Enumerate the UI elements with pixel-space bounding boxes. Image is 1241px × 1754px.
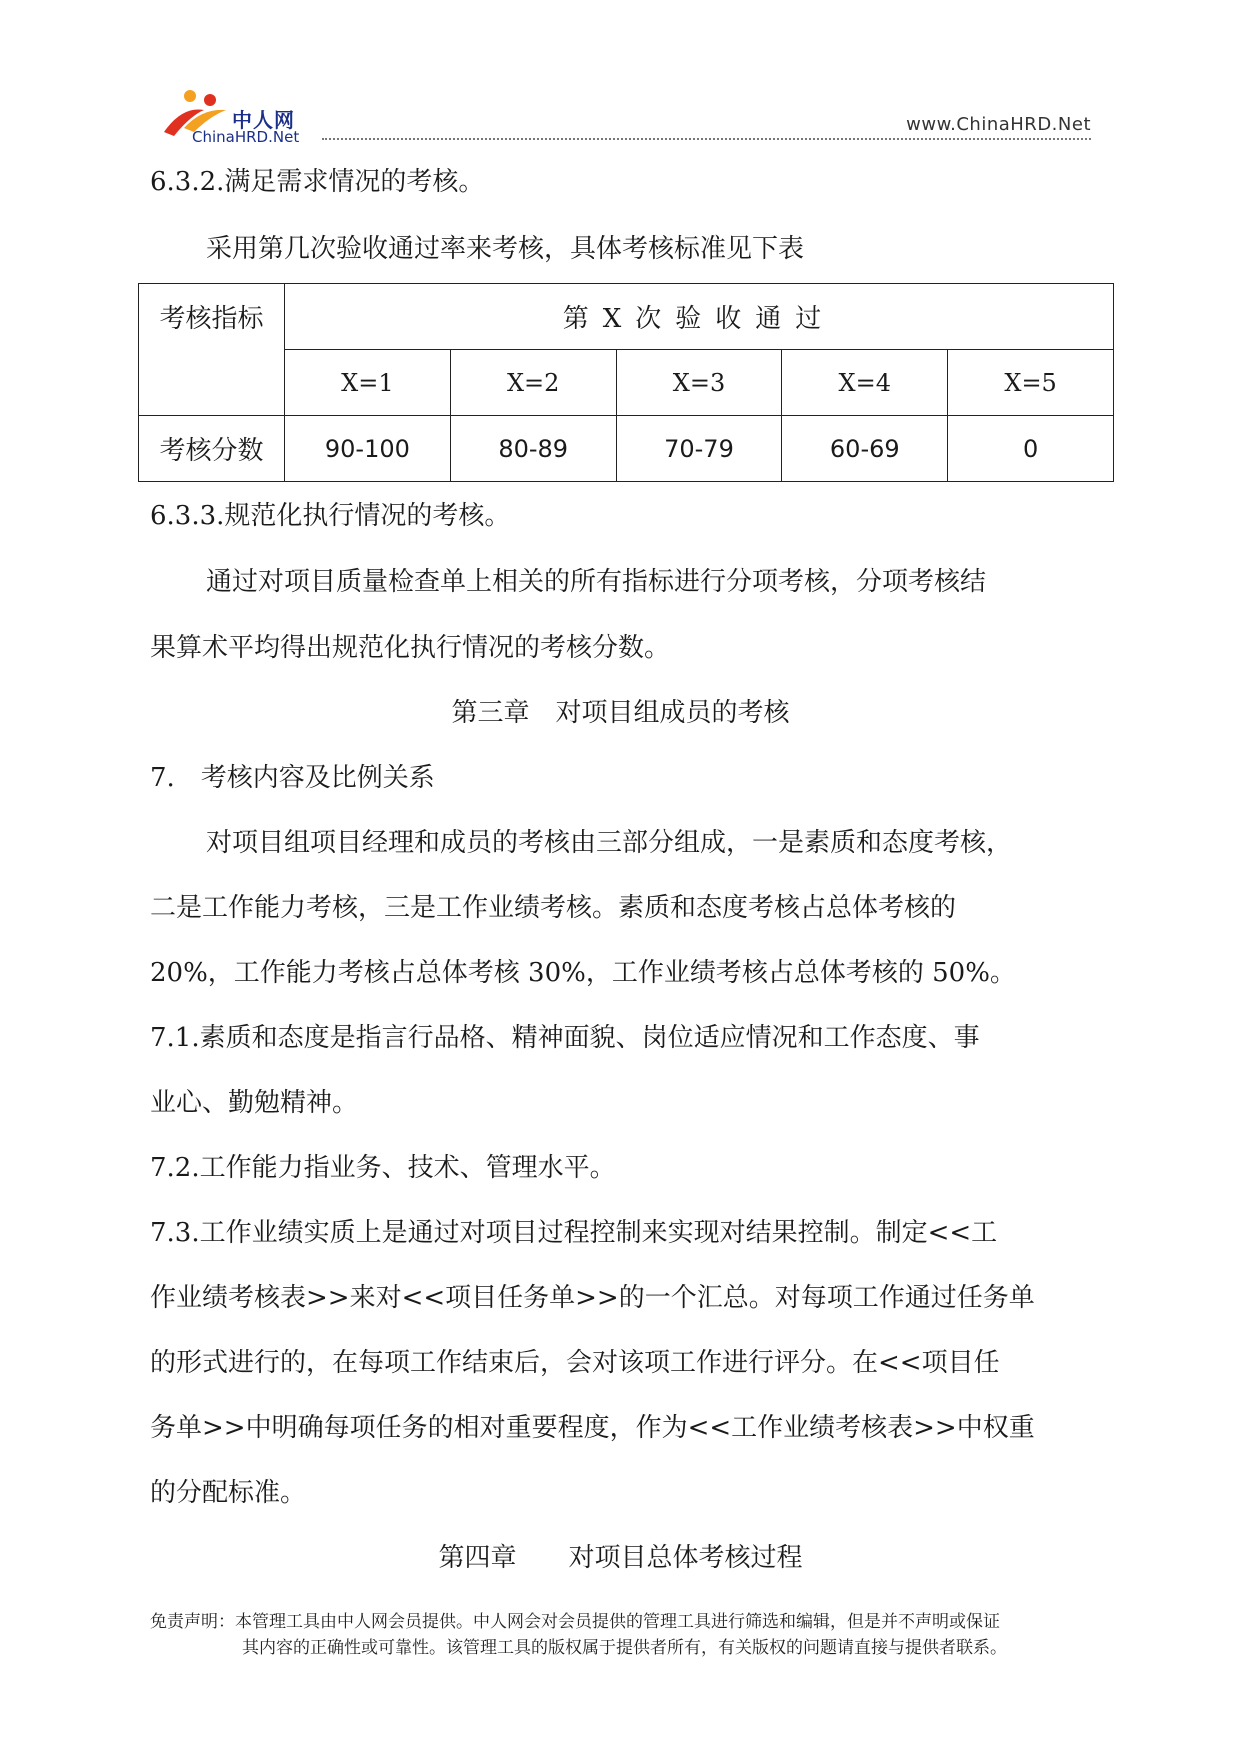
- section-7-1-line: 7.1.素质和态度是指言行品格、精神面貌、岗位适应情况和工作态度、事: [150, 1023, 980, 1053]
- x-value-cell: X=4: [782, 350, 948, 416]
- header-divider: [322, 138, 1091, 140]
- section-6-3-2-heading: 6.3.2.满足需求情况的考核。: [150, 167, 485, 197]
- indicator-label-cell: 考核指标: [139, 284, 285, 416]
- x-value-cell: X=2: [450, 350, 616, 416]
- x-value-cell: X=3: [616, 350, 782, 416]
- section-7-3-line: 7.3.工作业绩实质上是通过对项目过程控制来实现对结果控制。制定<<工: [150, 1218, 998, 1248]
- header-url: www.ChinaHRD.Net: [906, 114, 1091, 135]
- score-cell: 0: [948, 416, 1114, 482]
- section-6-3-3-text-line: 果算术平均得出规范化执行情况的考核分数。: [150, 633, 671, 663]
- chapter-3-title: 第三章 对项目组成员的考核: [451, 698, 790, 728]
- score-cell: 90-100: [285, 416, 451, 482]
- chapter-4-title: 第四章 对项目总体考核过程: [438, 1543, 803, 1573]
- score-cell: 80-89: [450, 416, 616, 482]
- section-7-1-line: 业心、勤勉精神。: [150, 1088, 359, 1118]
- table-row: [139, 416, 1114, 482]
- section-6-3-3-heading: 6.3.3.规范化执行情况的考核。: [150, 501, 511, 531]
- section-7-3-line: 的分配标准。: [150, 1478, 307, 1508]
- section-6-3-2-text: 采用第几次验收通过率来考核，具体考核标准见下表: [206, 234, 805, 264]
- section-7-text-line: 20%，工作能力考核占总体考核 30%，工作业绩考核占总体考核的 50%。: [150, 958, 1016, 988]
- section-7-3-line: 务单>>中明确每项任务的相对重要程度，作为<<工作业绩考核表>>中权重: [150, 1413, 1035, 1443]
- table-row: [139, 284, 1114, 350]
- section-7-3-line: 的形式进行的，在每项工作结束后，会对该项工作进行评分。在<<项目任: [150, 1348, 1000, 1378]
- logo-chinese-text: 中人网: [232, 108, 295, 132]
- x-value-cell: X=5: [948, 350, 1114, 416]
- acceptance-score-table: [138, 283, 1114, 482]
- score-cell: 70-79: [616, 416, 782, 482]
- section-7-3-line: 作业绩考核表>>来对<<项目任务单>>的一个汇总。对每项工作通过任务单: [150, 1283, 1035, 1313]
- table-row: [139, 350, 1114, 416]
- x-value-cell: X=1: [285, 350, 451, 416]
- section-7-2-line: 7.2.工作能力指业务、技术、管理水平。: [150, 1153, 616, 1183]
- section-7-text-line: 对项目组项目经理和成员的考核由三部分组成，一是素质和态度考核，: [206, 828, 1013, 858]
- logo-english-text: ChinaHRD.Net: [192, 128, 300, 146]
- disclaimer-line: 免责声明：本管理工具由中人网会员提供。中人网会对会员提供的管理工具进行筛选和编辑，但是并不声明或保证: [150, 1612, 1000, 1632]
- section-7-text-line: 二是工作能力考核，三是工作业绩考核。素质和态度考核占总体考核的: [150, 893, 957, 923]
- score-label-cell: 考核分数: [139, 416, 285, 482]
- section-6-3-3-text-line: 通过对项目质量检查单上相关的所有指标进行分项考核，分项考核结: [206, 567, 987, 597]
- disclaimer-line: 其内容的正确性或可靠性。该管理工具的版权属于提供者所有，有关版权的问题请直接与提供者联系。: [242, 1638, 1007, 1658]
- section-7-heading: 7. 考核内容及比例关系: [150, 763, 435, 793]
- pass-header-cell: 第X次验收通过: [285, 284, 1114, 350]
- score-cell: 60-69: [782, 416, 948, 482]
